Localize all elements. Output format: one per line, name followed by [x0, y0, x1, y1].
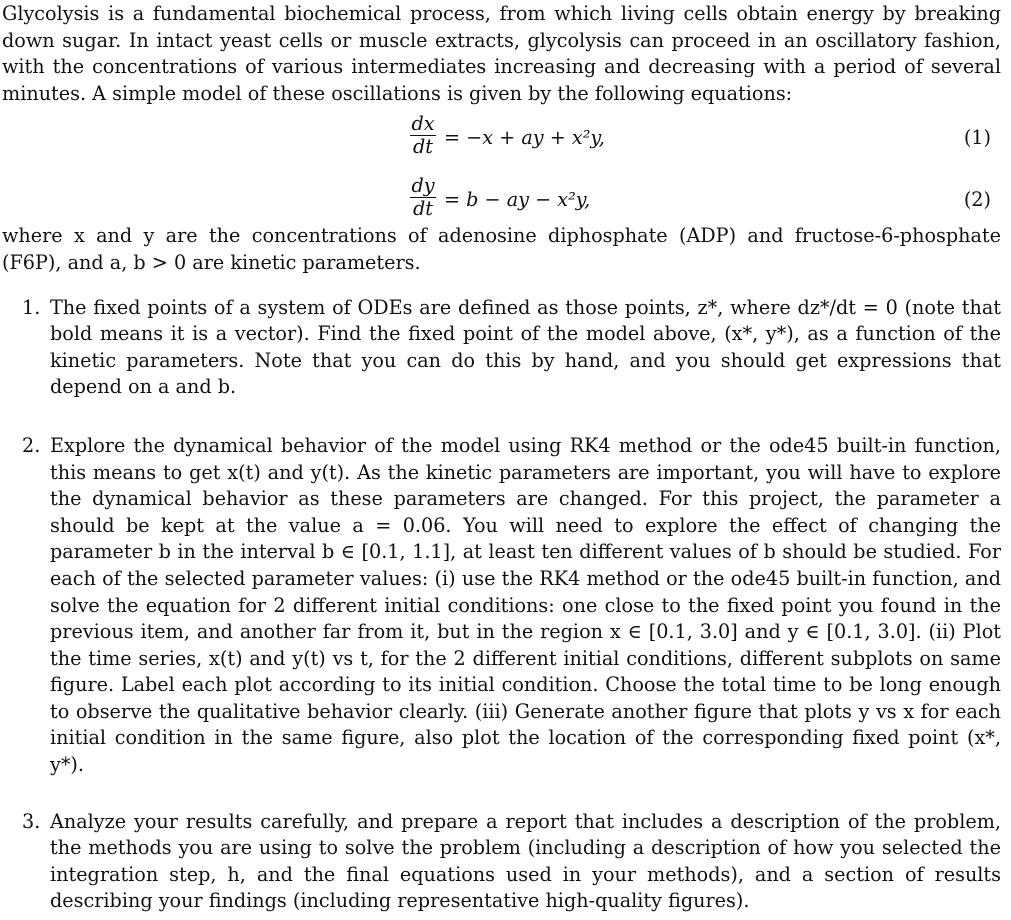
equation-1-rhs: = −x + ay + x²y, [444, 126, 605, 150]
equation-1-numerator: dx [411, 112, 435, 136]
list-item-text: Explore the dynamical behavior of the model using RK4 method or the ode45 built-in function, this means to get x(t) and y(t). As the kinetic parameters are important, you will have to explore the dynamical behavior as these parameters are changed. For this project, the parameter a should be kept at the value a = 0.06. You will need to explore the effect of changing the parameter b in the interval b ∈ [0.1, 1.1], at least ten different values of b should be studied. For each of the selected parameter values: (i) use the RK4 method or the ode45 built-in function, and solve the equation for 2 different initial conditions: one close to the fixed point you found in the previous item, and another far from it, but in the region x ∈ [0.1, 3.0] and y ∈ [0.1, 3.0]. (ii) Plot the time series, x(t) and y(t) vs t, for the 2 different initial conditions, different subplots on same figure. Label each plot according to its initial condition. Choose the total time to be long enough to observe the qualitative behavior clearly. (iii) Generate another figure that plots y vs x for each initial condition in the same figure, also plot the location of the corresponding fixed point (x*, y*). [50, 433, 1001, 777]
equation-2-derivative [410, 175, 436, 220]
equation-2-rhs: = b − ay − x²y, [444, 188, 591, 212]
equation-2-numerator: dy [411, 174, 435, 198]
list-item [2, 809, 1001, 915]
equation-1 [2, 113, 1001, 163]
equation-1-denominator: dt [413, 135, 433, 159]
equation-2 [2, 175, 1001, 225]
list-item-text: Analyze your results carefully, and prepare a report that includes a description of the problem, the methods you are using to solve the problem (including a description of how you selected the integration step, h, and the final equations used in your methods), and a section of results describing your findings (including representative high-quality figures). [50, 809, 1001, 913]
equation-2-number: (2) [963, 188, 991, 212]
list-item-number: 3. [22, 809, 41, 833]
equation-1-derivative [410, 113, 436, 158]
equation-block [2, 113, 1001, 223]
list-item [2, 295, 1001, 401]
where-paragraph: where x and y are the concentrations of adenosine diphosphate (ADP) and fructose-6-phosphate (F6P), and a, b > 0 are kinetic parameters. [2, 224, 1001, 274]
task-list [2, 295, 1001, 915]
list-item-text: The fixed points of a system of ODEs are defined as those points, z*, where dz*/dt = 0 (note that bold means it is a vector). Find the fixed point of the model above, (x*, y*), as a function of the kinetic parameters. Note that you can do this by hand, and you should get expressions that depend on a and b. [50, 295, 1001, 399]
list-item-number: 1. [22, 295, 41, 319]
intro-paragraph: Glycolysis is a fundamental biochemical process, from which living cells obtain energy by breaking down sugar. In intact yeast cells or muscle extracts, glycolysis can proceed in an oscillatory fashion, with the concentrations of various intermediates increasing and decreasing with a period of several minutes. A simple model of these oscillations is given by the following equations: [2, 2, 1001, 105]
equation-1-number: (1) [963, 126, 991, 150]
list-item-number: 2. [22, 433, 41, 457]
list-item [2, 433, 1001, 779]
equation-2-denominator: dt [413, 197, 433, 221]
